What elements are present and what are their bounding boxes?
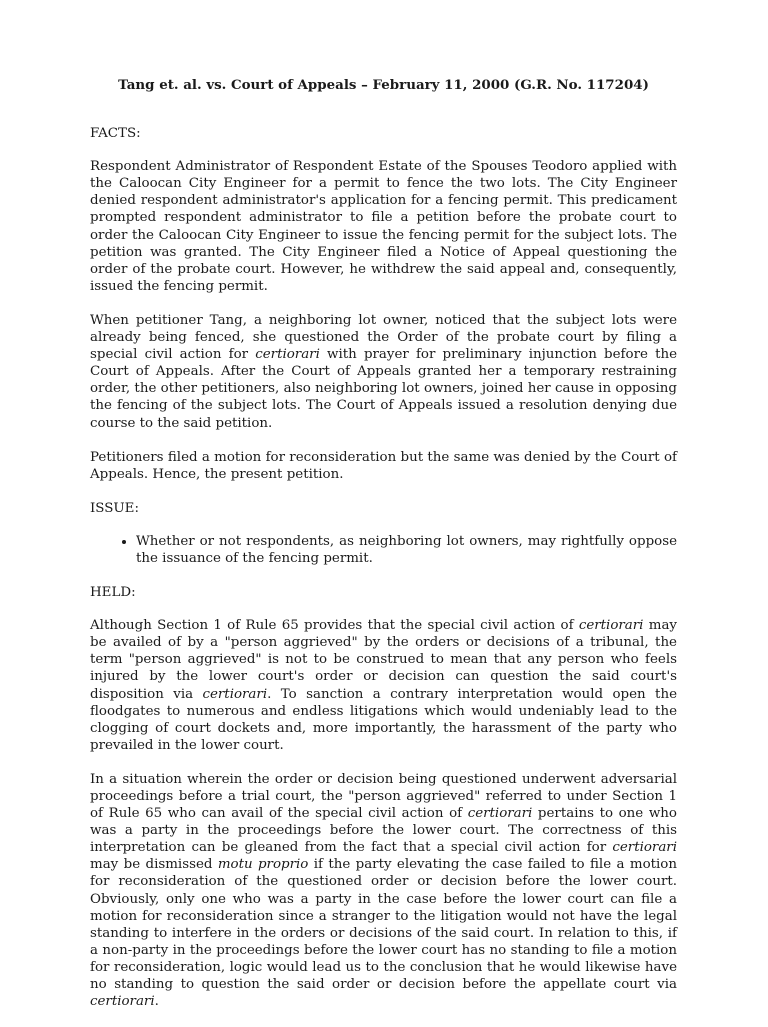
text-run: Although Section 1 of Rule 65 provides that the special civil action of <box>90 618 579 634</box>
held-paragraph-2 <box>90 771 677 1010</box>
italic-term: certiorari <box>612 840 677 856</box>
text-run: . To sanction a contrary interpretation would open the floodgates to numerous and endless litigations which would undeniably lead to the clogging of court dockets and, more importantly, the harassment of the party who prevailed in the lower court. <box>90 686 677 753</box>
facts-heading: FACTS: <box>90 126 141 142</box>
issue-list-item: • Whether or not respondents, as neighboring lot owners, may rightfully oppose the issuance of the fencing permit. <box>136 533 677 567</box>
issue-heading: ISSUE: <box>90 500 139 516</box>
text-run: In a situation wherein the order or decision being questioned underwent adversarial proceedings before a trial court, the "person aggrieved" referred to under Section 1 of Rule 65 who can avail of the special civil action of <box>90 771 677 822</box>
case-title: Tang et. al. vs. Court of Appeals – February 11, 2000 (G.R. No. 117204) <box>118 77 649 93</box>
italic-term: certiorari <box>202 686 268 702</box>
issue-list <box>90 533 677 567</box>
italic-term: certiorari <box>255 347 320 363</box>
text-run: if the party elevating the case failed to file a motion for reconsideration of the questioned order or decision before the lower court. Obviously, only one who was a party in the case before the lower court can file a motion for reconsideration since a stranger to the litigation would not have the legal standing to interfere in the orders or decisions of the said court. In relation to this, if a non-party in the proceedings before the lower court has no standing to file a motion for reconsideration, logic would lead us to the conclusion that he would likewise have no standing to question the said order or decision before the appellate court via <box>90 857 677 993</box>
text-run: When petitioner Tang, a neighboring lot owner, noticed that the subject lots were already being fenced, she questioned the Order of the probate court by filing a special civil action for <box>90 312 677 363</box>
italic-term: certiorari <box>90 994 155 1010</box>
text-run: pertains to one who was a party in the proceedings before the lower court. The correctness of this interpretation can be gleaned from the fact that a special civil action for <box>90 806 677 856</box>
text-run: . <box>154 994 159 1010</box>
text-run: with prayer for preliminary injunction before the Court of Appeals. After the Court of Appeals granted her a temporary restraining order, the other petitioners, also neighboring lot owners, joined her cause in opposing the fencing of the subject lots. The Court of Appeals issued a resolution denying due course to the said petition. <box>90 347 677 431</box>
italic-term: motu proprio <box>217 857 309 873</box>
text-run: may be dismissed <box>90 857 218 873</box>
text-run: may be availed of by a "person aggrieved" by the orders or decisions of a tribunal, the term "person aggrieved" is not to be construed to mean that any person who feels injured by the lower court's order or decision can question the said court's disposition via <box>90 618 677 702</box>
facts-paragraph-1: Respondent Administrator of Respondent Estate of the Spouses Teodoro applied with the Caloocan City Engineer for a permit to fence the two lots. The City Engineer denied respondent administrator's application for a fencing permit. This predicament prompted respondent administrator to file a petition before the probate court to order the Caloocan City Engineer to issue the fencing permit for the subject lots. The petition was granted. The City Engineer filed a Notice of Appeal questioning the order of the probate court. However, he withdrew the said appeal and, consequently, issued the fencing permit. <box>90 159 677 294</box>
held-paragraph-1 <box>90 617 677 754</box>
facts-paragraph-2 <box>90 312 677 432</box>
document-page <box>90 70 677 1027</box>
held-heading: HELD: <box>90 585 136 601</box>
facts-paragraph-3: Petitioners filed a motion for reconsideration but the same was denied by the Court of Appeals. Hence, the present petition. <box>90 449 677 482</box>
italic-term: certiorari <box>467 806 533 822</box>
italic-term: certiorari <box>578 618 644 634</box>
